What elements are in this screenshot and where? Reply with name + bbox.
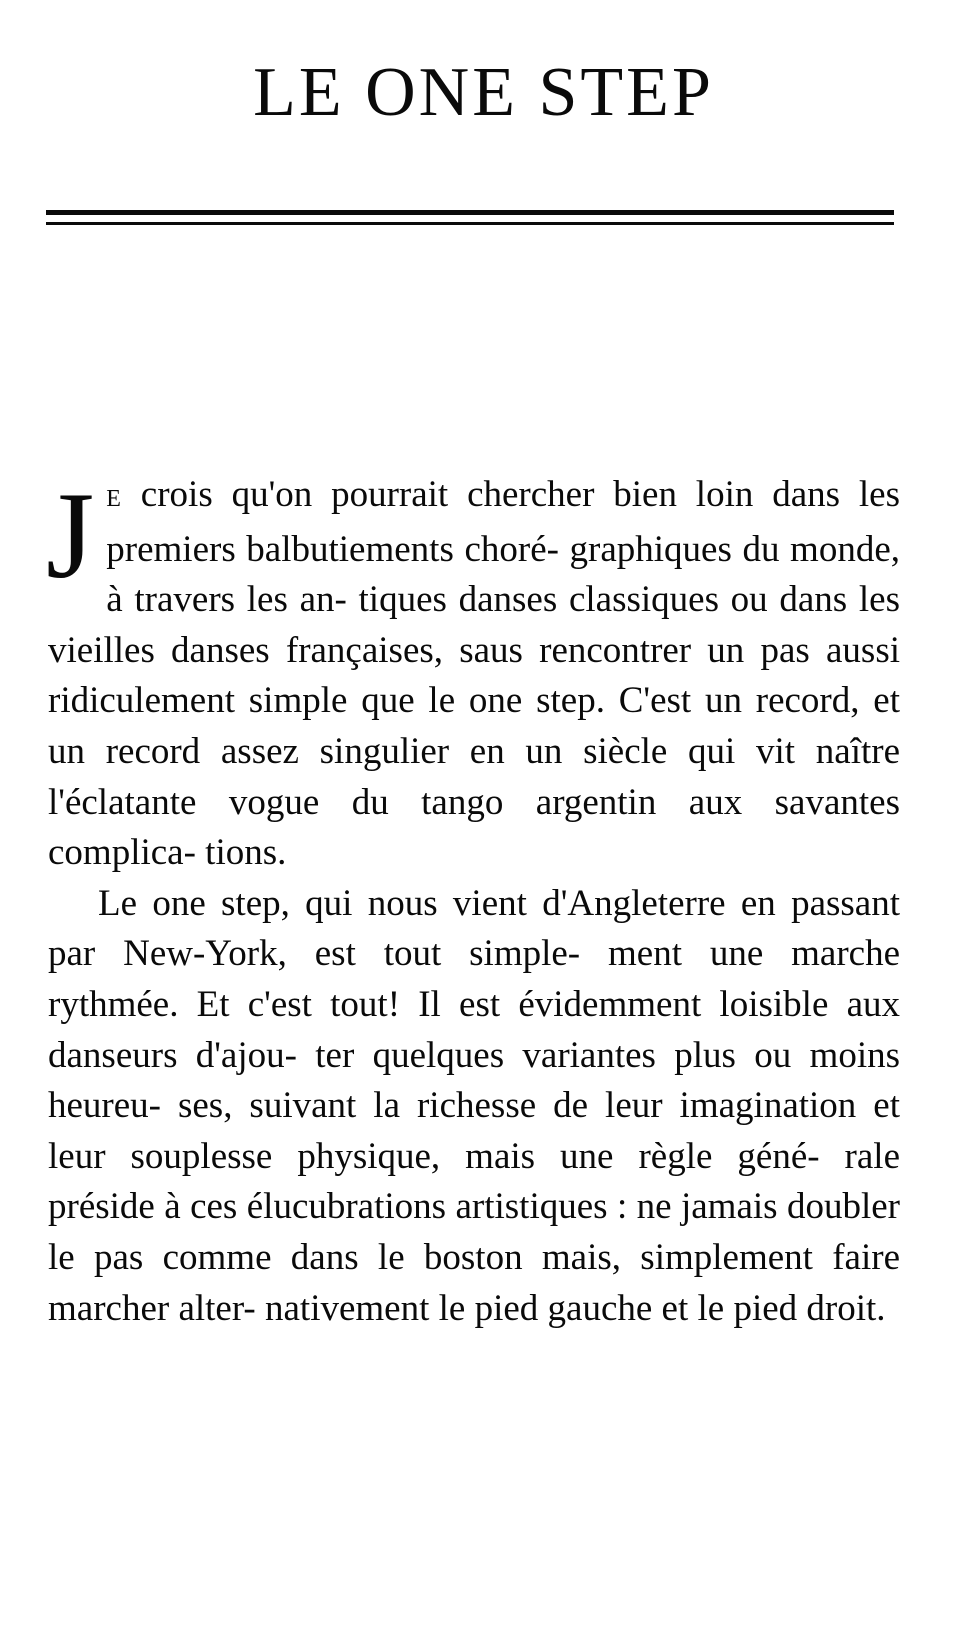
drop-cap-continuation: E bbox=[106, 486, 122, 512]
body-text bbox=[46, 467, 900, 1334]
title-rule-thick bbox=[46, 210, 894, 215]
title-rule-thin bbox=[46, 222, 894, 225]
paragraph-1-text: crois qu'on pourrait chercher bien loin dans les premiers balbutiements choré- graphiques du monde, à travers les an- tiques danses classiques ou dans les vieilles danses françaises, saus rencontrer un pas aussi ridiculement simple que le one step. C'est un record, et un record assez singulier en un siècle qui vit naître l'éclatante vogue du tango argentin aux savantes complica- tions. bbox=[48, 474, 900, 874]
chapter-title: LE ONE STEP bbox=[253, 54, 714, 131]
paragraph-1 bbox=[46, 467, 900, 879]
paragraph-2-text: Le one step, qui nous vient d'Angleterre en passant par New-York, est tout simple- ment une marche rythmée. Et c'est tout! Il est évidemment loisible aux danseurs d'ajou- ter quelques variantes plus ou moins heureu- ses, suivant la richesse de leur imagination et leur souplesse physique, mais une règle géné- rale préside à ces élucubrations artistiques : ne jamais doubler le pas comme dans le boston mais, simplement faire marcher alter- nativement le pied gauche et le pied droit. bbox=[48, 882, 900, 1329]
paragraph-2 bbox=[48, 879, 900, 1334]
drop-cap: J bbox=[46, 467, 95, 604]
